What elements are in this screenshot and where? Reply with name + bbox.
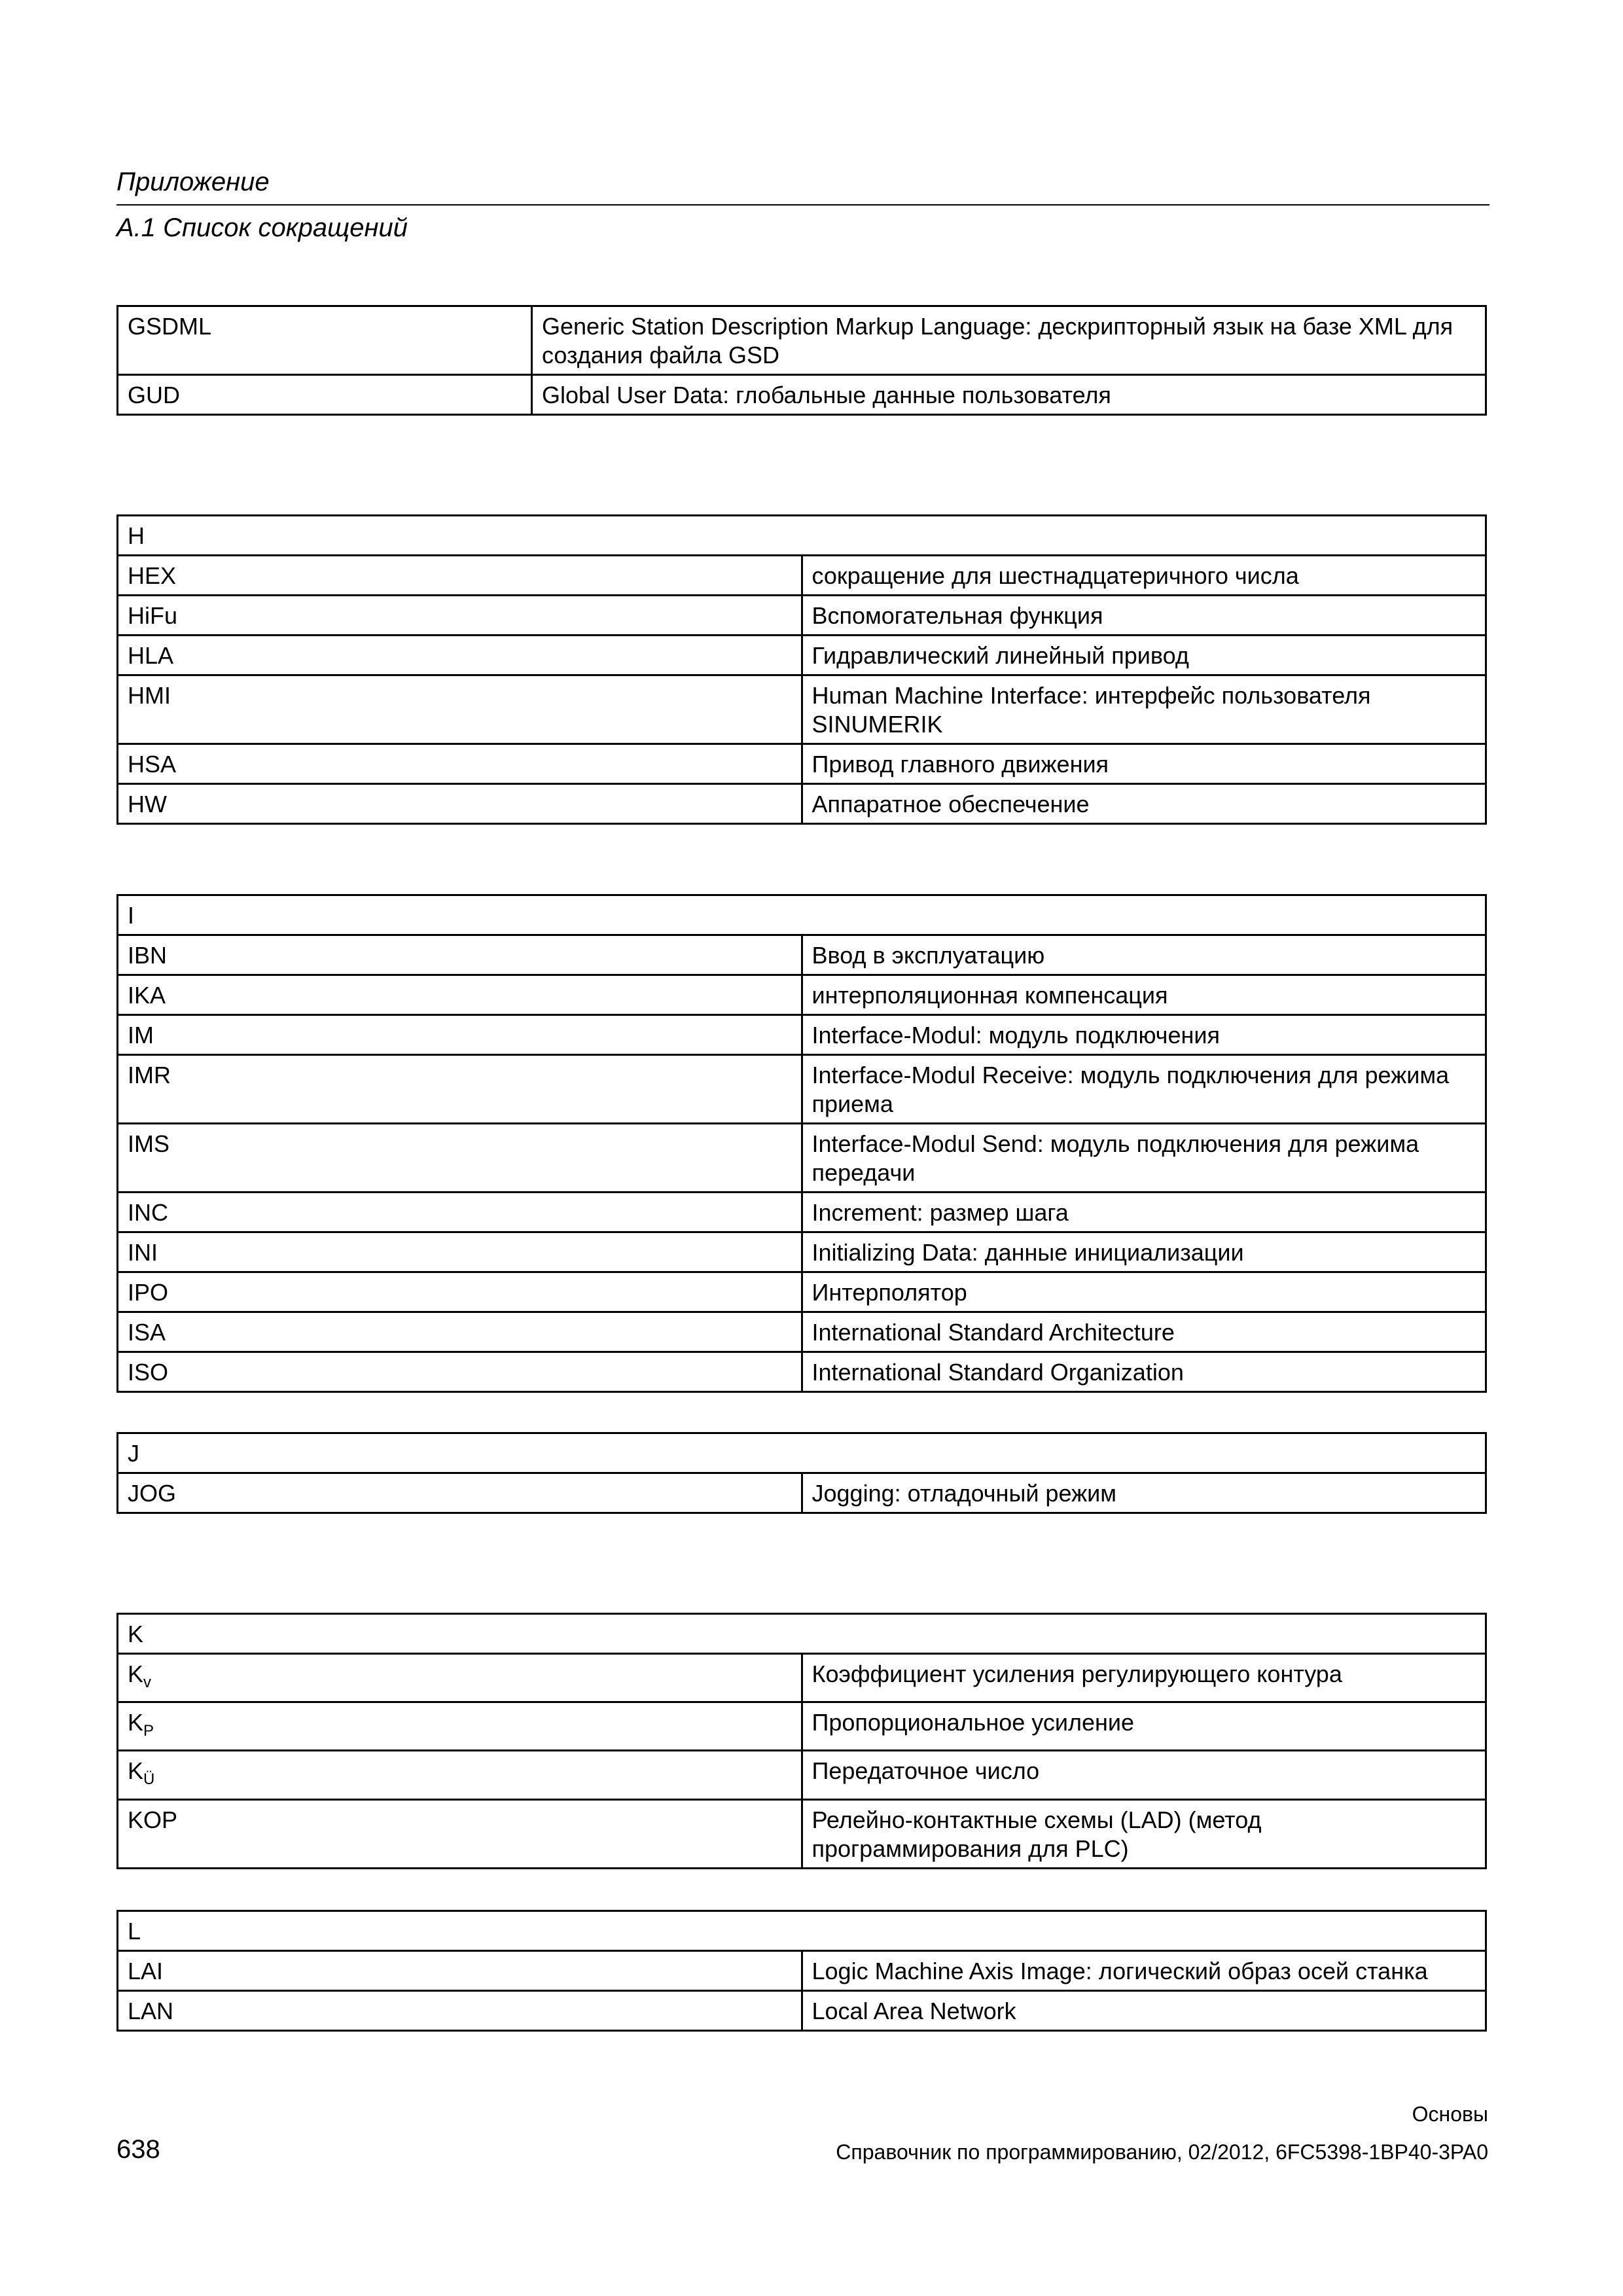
desc-cell: International Standard Organization <box>802 1352 1486 1392</box>
abbr-cell <box>118 1702 802 1751</box>
abbr-cell: ISO <box>118 1352 802 1392</box>
table-row <box>118 1124 1486 1193</box>
abbr-subscript: v <box>143 1674 152 1692</box>
table-row <box>118 935 1486 975</box>
abbr-table-i <box>116 894 1487 1393</box>
abbr-cell: IPO <box>118 1272 802 1312</box>
desc-cell: Interface-Modul: модуль подключения <box>802 1015 1486 1055</box>
abbr-main: K <box>128 1660 144 1687</box>
desc-cell: Привод главного движения <box>802 744 1486 784</box>
table-row <box>118 744 1486 784</box>
abbr-subscript: Ü <box>143 1770 155 1789</box>
header-rule <box>116 204 1489 206</box>
desc-cell: Local Area Network <box>802 1991 1486 2031</box>
abbr-table-g <box>116 305 1487 416</box>
abbr-cell: JOG <box>118 1473 802 1513</box>
group-letter: K <box>118 1614 1486 1654</box>
abbr-subscript: P <box>143 1722 154 1740</box>
table-row <box>118 1055 1486 1124</box>
desc-cell: Jogging: отладочный режим <box>802 1473 1486 1513</box>
abbr-cell <box>118 1654 802 1702</box>
desc-cell: Аппаратное обеспечение <box>802 784 1486 824</box>
table-row <box>118 1352 1486 1392</box>
desc-cell: Interface-Modul Receive: модуль подключения для режима приема <box>802 1055 1486 1124</box>
section-title: A.1 Список сокращений <box>116 213 408 242</box>
abbr-cell: INI <box>118 1232 802 1272</box>
desc-cell: Интерполятор <box>802 1272 1486 1312</box>
footer-title: Основы <box>1412 2102 1488 2126</box>
abbr-cell: LAN <box>118 1991 802 2031</box>
desc-cell: Ввод в эксплуатацию <box>802 935 1486 975</box>
abbr-cell: IKA <box>118 975 802 1015</box>
table-row <box>118 975 1486 1015</box>
group-row <box>118 1614 1486 1654</box>
abbr-main: K <box>128 1709 144 1736</box>
abbr-cell: HW <box>118 784 802 824</box>
table-row <box>118 1015 1486 1055</box>
abbr-cell: LAI <box>118 1951 802 1991</box>
group-letter: I <box>118 895 1486 935</box>
group-row <box>118 1911 1486 1951</box>
group-row <box>118 1433 1486 1473</box>
table-row <box>118 675 1486 744</box>
abbr-cell: KOP <box>118 1799 802 1868</box>
abbr-cell: HEX <box>118 556 802 596</box>
table-row <box>118 596 1486 636</box>
abbr-table-k <box>116 1613 1487 1869</box>
table-row <box>118 1951 1486 1991</box>
abbr-cell: IMS <box>118 1124 802 1193</box>
desc-cell: Вспомогательная функция <box>802 596 1486 636</box>
abbr-cell: GSDML <box>118 306 532 375</box>
abbr-table-l <box>116 1910 1487 2032</box>
group-letter: J <box>118 1433 1486 1473</box>
desc-cell: International Standard Architecture <box>802 1312 1486 1352</box>
table-row <box>118 784 1486 824</box>
table-row <box>118 556 1486 596</box>
group-letter: L <box>118 1911 1486 1951</box>
desc-cell: Initializing Data: данные инициализации <box>802 1232 1486 1272</box>
table-row <box>118 1193 1486 1232</box>
abbr-cell: INC <box>118 1193 802 1232</box>
desc-cell: Пропорциональное усиление <box>802 1702 1486 1751</box>
abbr-main: K <box>128 1757 144 1785</box>
table-row <box>118 1702 1486 1751</box>
abbr-cell: IMR <box>118 1055 802 1124</box>
abbr-cell: HiFu <box>118 596 802 636</box>
group-letter: H <box>118 516 1486 556</box>
table-row <box>118 1799 1486 1868</box>
desc-cell: Передаточное число <box>802 1751 1486 1799</box>
abbr-cell: HSA <box>118 744 802 784</box>
table-row <box>118 636 1486 675</box>
desc-cell: сокращение для шестнадцатеричного числа <box>802 556 1486 596</box>
table-row <box>118 1654 1486 1702</box>
abbr-cell: IM <box>118 1015 802 1055</box>
page-number: 638 <box>116 2135 160 2164</box>
table-row <box>118 1991 1486 2031</box>
desc-cell: Increment: размер шага <box>802 1193 1486 1232</box>
desc-cell: Logic Machine Axis Image: логический образ осей станка <box>802 1951 1486 1991</box>
table-row <box>118 306 1486 375</box>
table-row <box>118 1751 1486 1799</box>
desc-cell: Human Machine Interface: интерфейс пользователя SINUMERIK <box>802 675 1486 744</box>
page-header <box>116 164 1489 246</box>
desc-cell: Коэффициент усиления регулирующего контура <box>802 1654 1486 1702</box>
table-row <box>118 1232 1486 1272</box>
table-row <box>118 1312 1486 1352</box>
abbr-cell: HMI <box>118 675 802 744</box>
desc-cell: интерполяционная компенсация <box>802 975 1486 1015</box>
table-row <box>118 1473 1486 1513</box>
desc-cell: Interface-Modul Send: модуль подключения для режима передачи <box>802 1124 1486 1193</box>
abbr-table-j <box>116 1432 1487 1514</box>
footer-reference: Справочник по программированию, 02/2012, 6FC5398-1BP40-3PA0 <box>836 2140 1488 2164</box>
group-row <box>118 895 1486 935</box>
abbr-cell: GUD <box>118 375 532 415</box>
desc-cell: Релейно-контактные схемы (LAD) (метод программирования для PLC) <box>802 1799 1486 1868</box>
abbr-cell: IBN <box>118 935 802 975</box>
desc-cell: Generic Station Description Markup Language: дескрипторный язык на базе XML для создания файла GSD <box>532 306 1486 375</box>
abbr-cell <box>118 1751 802 1799</box>
table-row <box>118 1272 1486 1312</box>
abbr-cell: ISA <box>118 1312 802 1352</box>
group-row <box>118 516 1486 556</box>
abbr-table-h <box>116 514 1487 825</box>
chapter-title: Приложение <box>116 168 270 196</box>
desc-cell: Global User Data: глобальные данные пользователя <box>532 375 1486 415</box>
desc-cell: Гидравлический линейный привод <box>802 636 1486 675</box>
table-row <box>118 375 1486 415</box>
abbr-cell: HLA <box>118 636 802 675</box>
